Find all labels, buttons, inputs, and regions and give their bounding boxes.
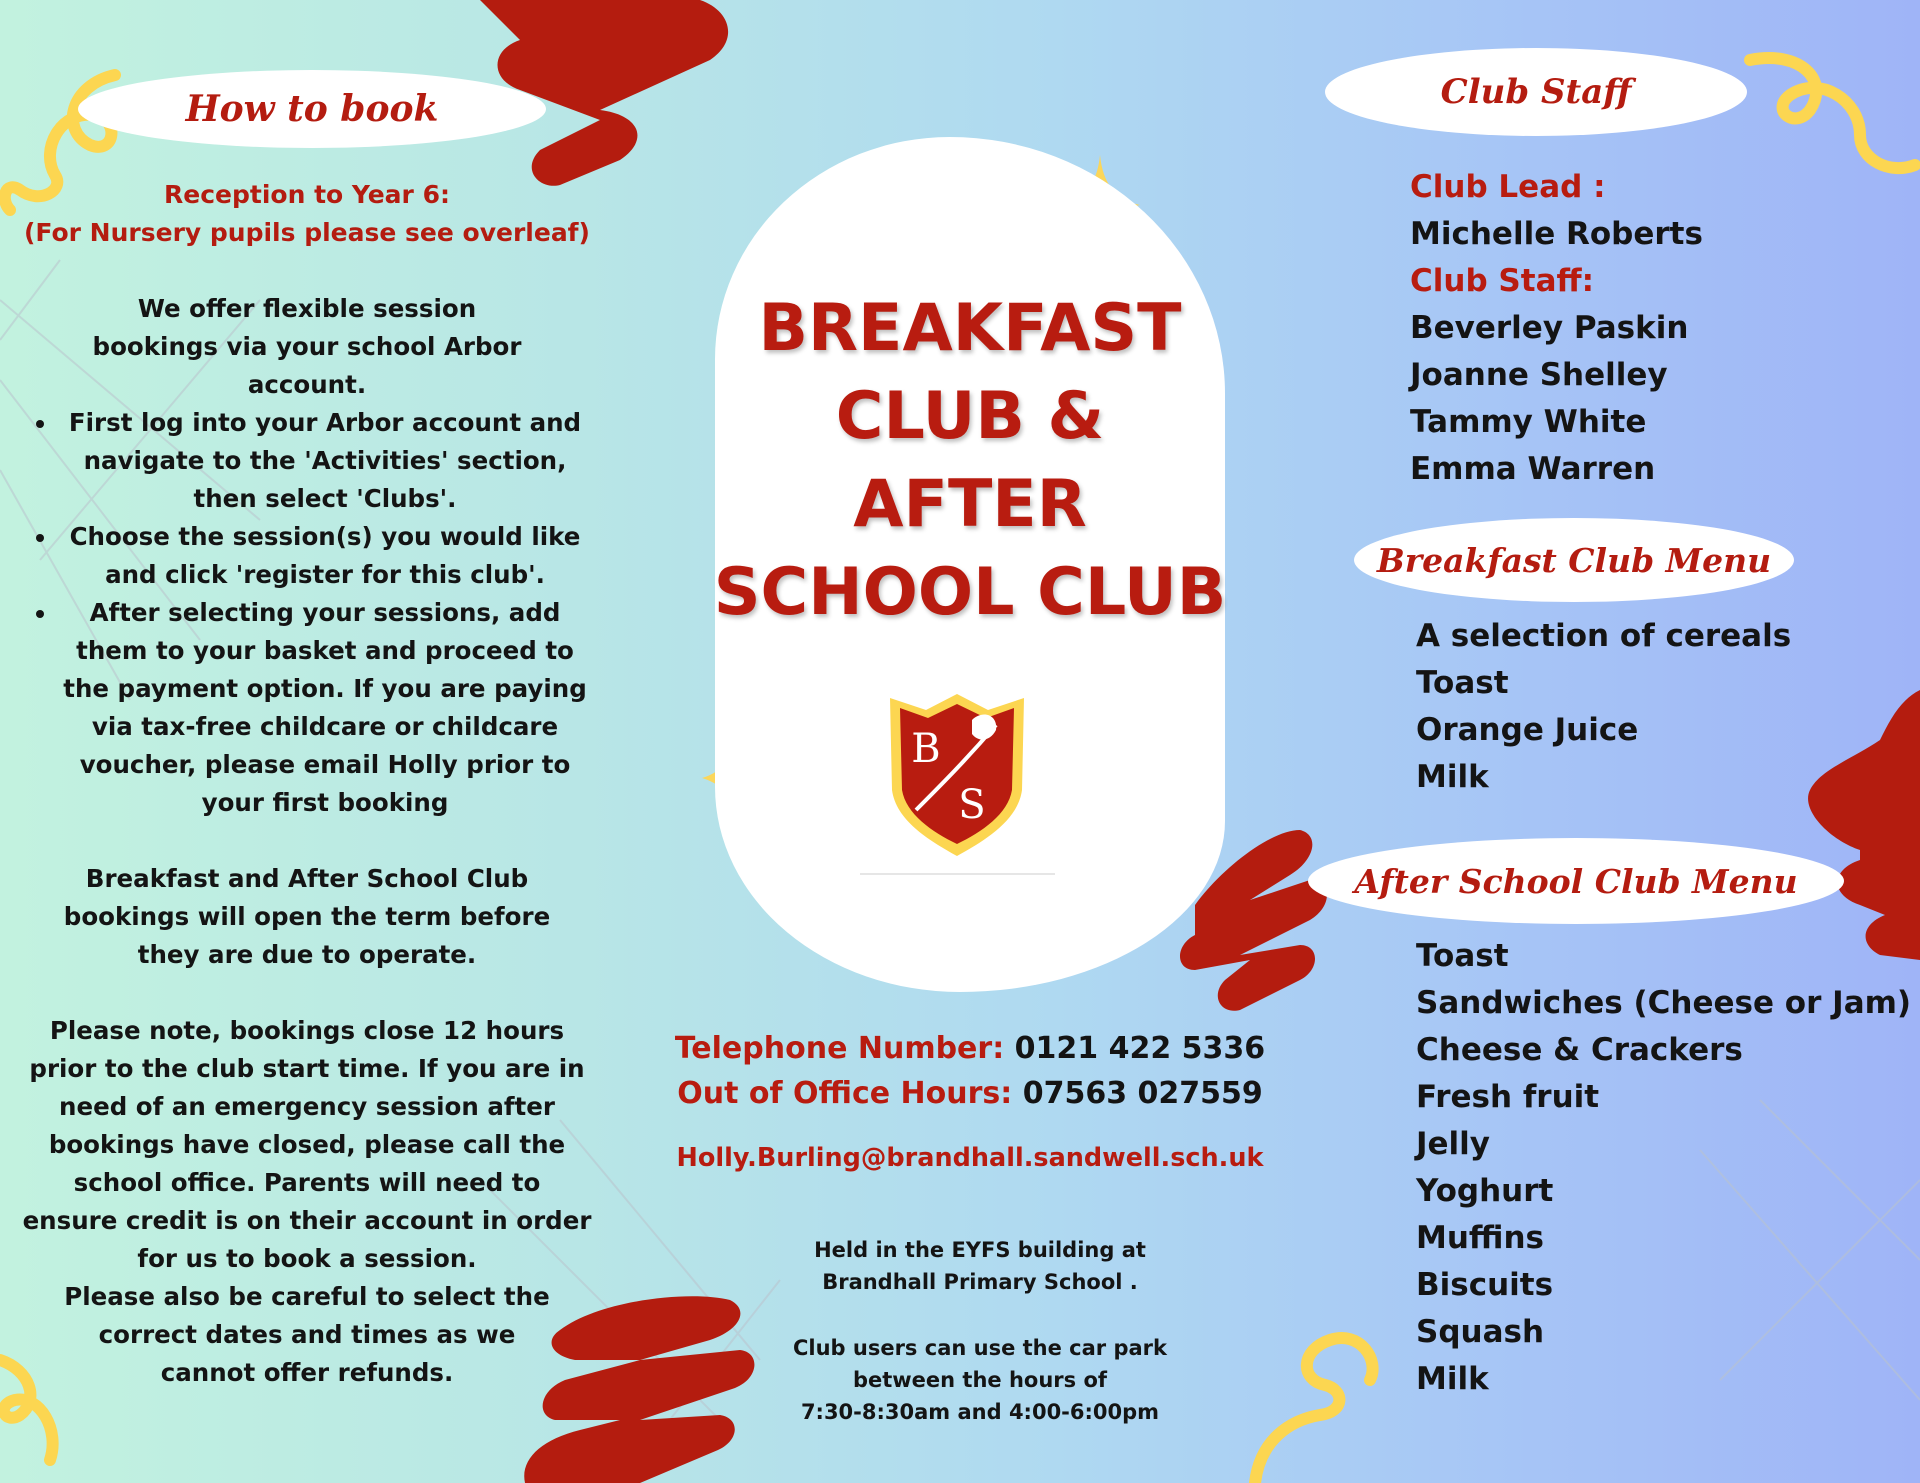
how-to-book-heading-pill: [78, 70, 546, 148]
booking-opening-note: Breakfast and After School Club bookings will open the term before they are due to operate.: [63, 864, 551, 969]
after-school-menu-item: Jelly: [1416, 1126, 1491, 1162]
page-title: [700, 285, 1240, 637]
club-staff-list: [1410, 164, 1880, 493]
venue-line: Held in the EYFS building at: [814, 1238, 1146, 1262]
venue-line: Brandhall Primary School .: [822, 1270, 1138, 1294]
after-school-menu-list: [1416, 933, 1916, 1403]
after-school-menu-item: Squash: [1416, 1314, 1545, 1350]
contact-email: Holly.Burling@brandhall.sandwell.sch.uk: [676, 1143, 1264, 1173]
after-school-menu-item: Milk: [1416, 1361, 1489, 1397]
breakfast-menu-heading: Breakfast Club Menu: [1376, 540, 1772, 580]
breakfast-menu-item: Orange Juice: [1416, 712, 1639, 748]
crest-letter: B: [911, 726, 941, 772]
school-crest-logo: [886, 690, 1028, 860]
breakfast-menu-item: A selection of cereals: [1416, 618, 1792, 654]
title-line: CLUB &: [835, 379, 1105, 454]
title-line: BREAKFAST: [758, 291, 1182, 366]
out-of-office-label: Out of Office Hours:: [677, 1076, 1013, 1111]
booking-step: • Choose the session(s) you would like and click 'register for this club'.: [58, 518, 592, 594]
out-of-office-row: [640, 1071, 1300, 1116]
breakfast-menu-item: Toast: [1416, 665, 1509, 701]
booking-closing-note: Please note, bookings close 12 hours prior to the club start time. If you are in need of an emergency session after bookings have closed, please call the school office. Parents will need to ensure credit is on their account in order for us to book a session.: [22, 1016, 592, 1273]
crest-letter: S: [958, 782, 986, 828]
after-school-menu-item: Yoghurt: [1416, 1173, 1554, 1209]
staff-name: Joanne Shelley: [1410, 357, 1668, 393]
booking-refund-note: Please also be careful to select the correct dates and times as we cannot offer refunds.: [64, 1282, 550, 1387]
breakfast-menu-item: Milk: [1416, 759, 1489, 795]
after-school-menu-item: Muffins: [1416, 1220, 1545, 1256]
telephone-row: [640, 1026, 1300, 1071]
club-staff-heading: Club Staff: [1440, 72, 1632, 112]
staff-name: Emma Warren: [1410, 451, 1656, 487]
car-park-line: 7:30-8:30am and 4:00-6:00pm: [800, 1400, 1160, 1424]
after-school-menu-heading-pill: [1308, 838, 1844, 924]
after-school-menu-item: Cheese & Crackers: [1416, 1032, 1743, 1068]
after-school-menu-item: Toast: [1416, 938, 1509, 974]
after-school-menu-item: Fresh fruit: [1416, 1079, 1600, 1115]
after-school-menu-item: Sandwiches (Cheese or Jam): [1416, 985, 1912, 1021]
booking-step: • First log into your Arbor account and navigate to the 'Activities' section, then select 'Clubs'.: [58, 404, 592, 518]
telephone-value: 0121 422 5336: [1014, 1031, 1266, 1066]
after-school-menu-heading: After School Club Menu: [1354, 861, 1798, 901]
car-park-line: between the hours of: [852, 1368, 1108, 1392]
car-park-line: Club users can use the car park: [792, 1336, 1167, 1360]
booking-subheading-years: Reception to Year 6:: [164, 180, 450, 209]
booking-subheading-nursery: (For Nursery pupils please see overleaf): [23, 218, 590, 247]
out-of-office-value: 07563 027559: [1022, 1076, 1263, 1111]
booking-step: • After selecting your sessions, add them to your basket and proceed to the payment option. If you are paying via tax-free childcare or childcare voucher, please email Holly prior to your first booking: [58, 594, 592, 822]
staff-name: Beverley Paskin: [1410, 310, 1689, 346]
after-school-menu-item: Biscuits: [1416, 1267, 1554, 1303]
title-line: SCHOOL CLUB: [713, 555, 1227, 630]
club-lead-label: Club Lead :: [1410, 169, 1606, 205]
contact-numbers: [640, 1026, 1300, 1116]
booking-steps-list: [22, 404, 592, 822]
how-to-book-section: [22, 176, 592, 1392]
breakfast-menu-heading-pill: [1354, 518, 1794, 602]
crest-divider: [860, 873, 1055, 875]
breakfast-menu-list: [1416, 613, 1916, 801]
club-staff-label: Club Staff:: [1410, 263, 1595, 299]
telephone-label: Telephone Number:: [674, 1031, 1005, 1066]
booking-intro: We offer flexible session bookings via your school Arbor account.: [92, 294, 522, 399]
venue-info: [740, 1234, 1220, 1428]
club-staff-heading-pill: [1325, 48, 1747, 136]
title-line: AFTER: [853, 467, 1087, 542]
club-lead-name: Michelle Roberts: [1410, 216, 1703, 252]
staff-name: Tammy White: [1410, 404, 1647, 440]
how-to-book-heading: How to book: [185, 88, 439, 130]
